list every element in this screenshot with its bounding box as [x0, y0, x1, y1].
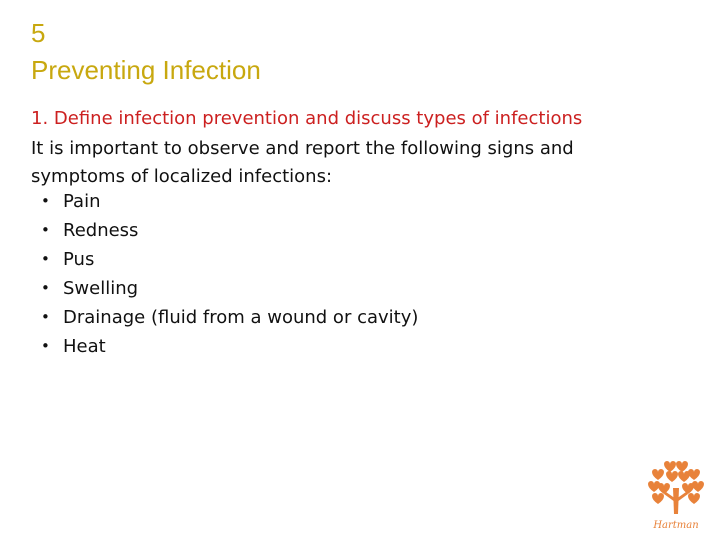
bullet-icon: • — [41, 250, 50, 268]
bullet-icon: • — [41, 337, 50, 355]
list-item-text: Drainage (fluid from a wound or cavity) — [63, 307, 419, 328]
page-title: Preventing Infection — [31, 55, 261, 85]
list-item — [41, 303, 418, 332]
bullet-icon: • — [41, 192, 50, 210]
list-item — [41, 187, 418, 216]
section-subheading: 1. Define infection prevention and discuss types of infections — [31, 108, 583, 129]
slide-number: 5 — [31, 18, 46, 48]
list-item-text: Swelling — [63, 278, 139, 299]
list-item — [41, 245, 418, 274]
list-item — [41, 332, 418, 361]
list-item-text: Pain — [63, 191, 101, 212]
symptom-list — [41, 187, 418, 361]
bullet-icon: • — [41, 308, 50, 326]
list-item-text: Pus — [63, 249, 95, 270]
list-item-text: Redness — [63, 220, 139, 241]
list-item-text: Heat — [63, 336, 106, 357]
bullet-icon: • — [41, 221, 50, 239]
logo-text: Hartman — [653, 520, 699, 531]
list-item — [41, 216, 418, 245]
bullet-icon: • — [41, 279, 50, 297]
list-item — [41, 274, 418, 303]
intro-paragraph: It is important to observe and report the following signs and symptoms of localized infections: — [31, 138, 574, 187]
hartman-tree-logo — [644, 458, 708, 534]
